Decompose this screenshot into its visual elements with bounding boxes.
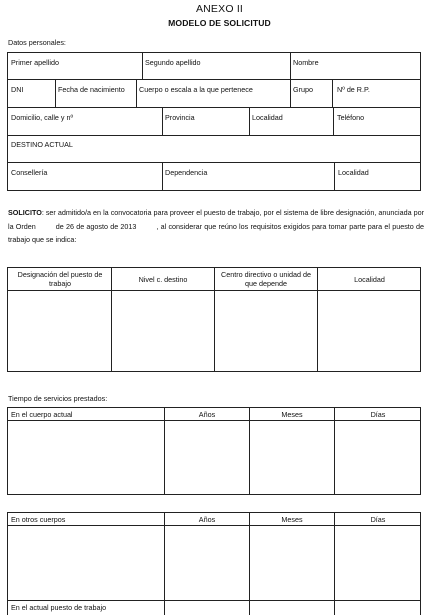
rp-number-field[interactable]: Nº de R.P. — [337, 85, 370, 94]
request-text-2: , al considerar que reúno los requisitos exigidos para tomar parte para el puesto de trabajo que se indica: — [8, 221, 424, 244]
dni-field[interactable]: DNI — [11, 85, 24, 94]
other-corps-label: En otros cuerpos — [11, 515, 66, 524]
phone-field[interactable]: Teléfono — [337, 113, 365, 122]
first-surname-field[interactable]: Primer apellido — [11, 58, 59, 67]
annex-label: ANEXO II — [195, 3, 244, 15]
current-years-header: Años — [198, 410, 216, 419]
birth-date-field[interactable]: Fecha de nacimiento — [58, 85, 125, 94]
personal-data-label: Datos personales: — [8, 38, 66, 47]
other-years-header: Años — [198, 515, 216, 524]
job-header-locality: Localidad — [354, 275, 385, 284]
job-header-designation: Designación del puesto de trabajo — [17, 270, 103, 288]
locality-field[interactable]: Localidad — [252, 113, 283, 122]
current-days-header: Días — [370, 410, 386, 419]
current-destination-label: DESTINO ACTUAL — [11, 140, 73, 149]
current-post-label: En el actual puesto de trabajo — [11, 603, 107, 612]
request-lead: SOLICITO — [8, 208, 42, 217]
destination-locality-field[interactable]: Localidad — [338, 168, 369, 177]
job-header-level: Nivel c. destino — [138, 275, 188, 284]
other-days-header: Días — [370, 515, 386, 524]
current-months-header: Meses — [281, 410, 303, 419]
address-field[interactable]: Domicilio, calle y nº — [11, 113, 74, 122]
name-field[interactable]: Nombre — [293, 58, 319, 67]
second-surname-field[interactable]: Segundo apellido — [145, 58, 201, 67]
corps-field[interactable]: Cuerpo o escala a la que pertenece — [139, 85, 253, 94]
current-corps-label: En el cuerpo actual — [11, 410, 73, 419]
department-field[interactable]: Consellería — [11, 168, 48, 177]
job-header-center: Centro directivo o unidad de que depende — [221, 270, 311, 288]
service-time-label: Tiempo de servicios prestados: — [8, 394, 108, 403]
province-field[interactable]: Provincia — [165, 113, 195, 122]
form-title: MODELO DE SOLICITUD — [168, 18, 271, 28]
other-months-header: Meses — [281, 515, 303, 524]
request-text-1: : ser admitido/a en la convocatoria para proveer el puesto de trabajo, por el sistema de libre designación, anunciada por la Orden — [8, 208, 424, 231]
group-field[interactable]: Grupo — [293, 85, 313, 94]
request-order-date: de 26 de agosto de 2013 — [55, 221, 137, 231]
dependency-field[interactable]: Dependencia — [165, 168, 208, 177]
request-paragraph — [8, 206, 424, 247]
